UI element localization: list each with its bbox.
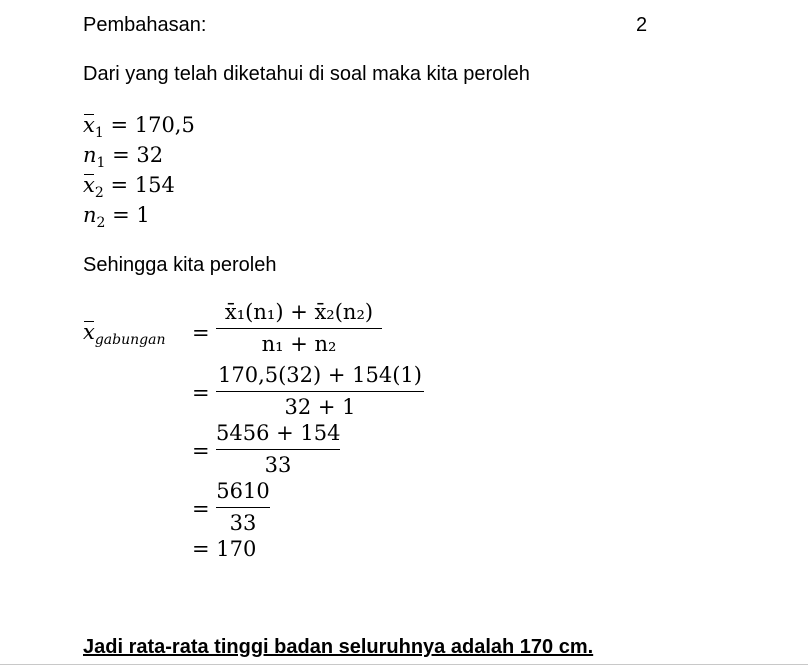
fraction-step-2 [216, 362, 424, 420]
page-bottom-divider [0, 664, 808, 665]
then-text: Sehingga kita peroleh [83, 254, 277, 276]
fraction-denominator: 32 + 1 [284, 395, 356, 419]
equals-sign: = [192, 439, 210, 463]
section-heading: Pembahasan: [83, 14, 207, 36]
given-x1: $x_1 = 170,5$ [83, 113, 195, 141]
given-x1-value: 170,5 [134, 113, 195, 137]
fraction-numerator: 170,5(32) + 154(1) [217, 363, 422, 387]
equals-sign: = [192, 381, 210, 405]
fraction-numerator: 5456 + 154 [216, 421, 341, 445]
conclusion-text: Jadi rata-rata tinggi badan seluruhnya adalah 170 cm. [83, 636, 594, 658]
given-n1: $n_1 = 32$ [83, 143, 164, 171]
given-n2-value: 1 [136, 203, 150, 227]
given-n1-value: 32 [136, 143, 164, 167]
fraction-step-3 [216, 420, 340, 478]
fraction-bar [216, 391, 424, 392]
equals-sign: = [192, 497, 210, 521]
given-x2-value: 154 [134, 173, 175, 197]
fraction-denominator: n₁ + n₂ [261, 332, 337, 356]
given-n2: $n_2 = 1$ [83, 203, 150, 231]
result-line: = 170 [192, 537, 257, 561]
fraction-denominator: 33 [264, 453, 292, 477]
result-value: 170 [216, 537, 257, 561]
combined-mean-symbol: $x_{gabungan}$ [83, 320, 166, 348]
fraction-step-4 [216, 478, 270, 536]
fraction-numerator: 5610 [216, 479, 270, 503]
page-number: 2 [636, 14, 648, 36]
equals-sign: = [192, 321, 210, 345]
fraction-denominator: 33 [229, 511, 257, 535]
fraction-bar [216, 449, 340, 450]
intro-text: Dari yang telah diketahui di soal maka kita peroleh [83, 63, 530, 85]
given-x2: $x_2 = 154$ [83, 173, 175, 201]
fraction-bar [216, 328, 382, 329]
fraction-numerator: x̄₁(n₁) + x̄₂(n₂) [224, 300, 374, 324]
fraction-step-1 [216, 299, 382, 357]
fraction-bar [216, 507, 270, 508]
